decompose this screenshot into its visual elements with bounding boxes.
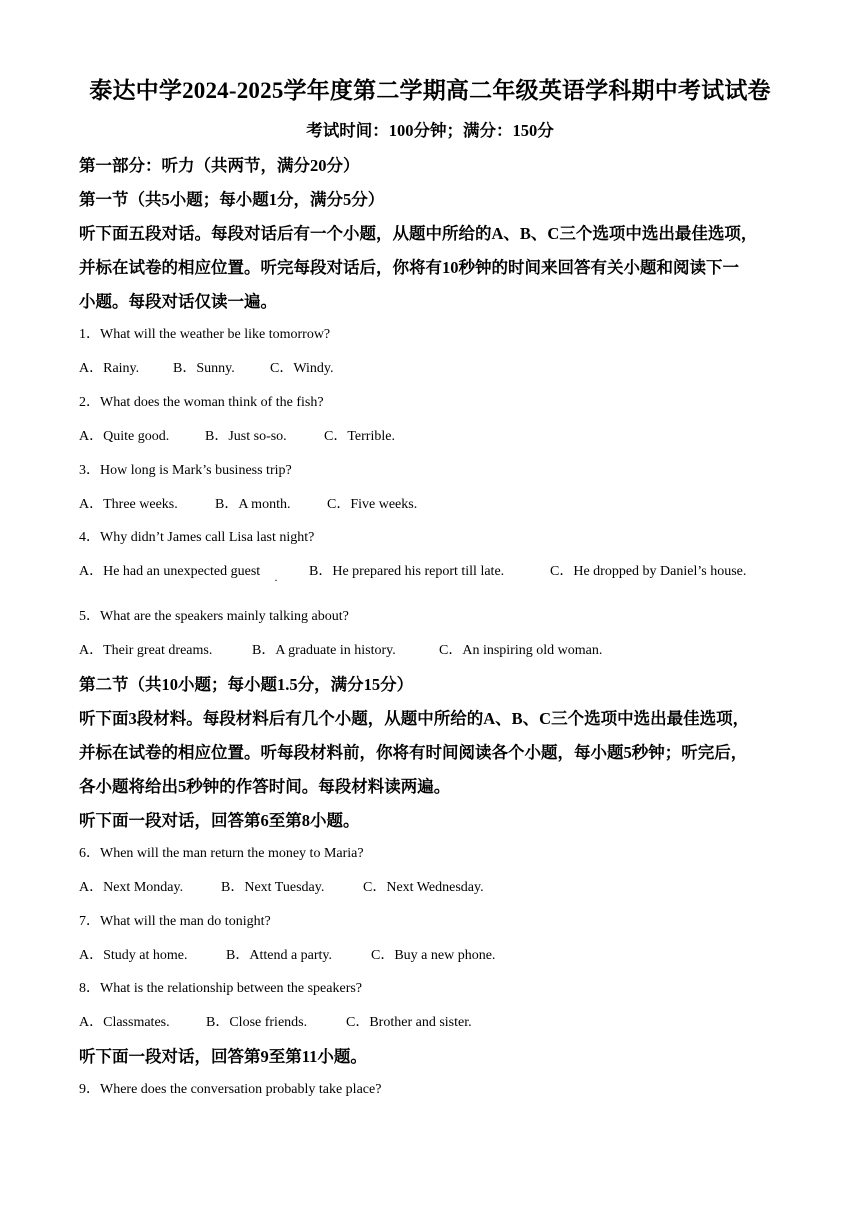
section2-instruction-line: 各小题将给出5秒钟的作答时间。每段材料读两遍。 xyxy=(79,777,451,796)
option-c: C．Brother and sister. xyxy=(346,1015,472,1030)
question-stem: 8．What is the relationship between the speakers? xyxy=(79,981,363,996)
option-a: A．He had an unexpected guest xyxy=(79,564,261,579)
question-stem: 4．Why didn’t James call Lisa last night? xyxy=(79,530,315,545)
question-stem: 7．What will the man do tonight? xyxy=(79,914,271,929)
question-stem: 1．What will the weather be like tomorrow? xyxy=(79,327,331,342)
section2-heading: 第二节（共10小题；每小题1.5分，满分15分） xyxy=(79,675,414,694)
section1-instruction-line: 小题。每段对话仅读一遍。 xyxy=(79,292,277,311)
option-a: A．Next Monday. xyxy=(79,880,184,895)
question-stem: 5．What are the speakers mainly talking about? xyxy=(79,609,349,624)
option-b: B．A graduate in history. xyxy=(252,643,396,658)
option-c: C．Buy a new phone. xyxy=(371,948,496,963)
option-b: B．He prepared his report till late. xyxy=(309,564,505,579)
question-stem: 3．How long is Mark’s business trip? xyxy=(79,463,292,478)
option-b: B．A month. xyxy=(215,497,291,512)
option-b: B．Just so-so. xyxy=(205,429,287,444)
option-a: A．Study at home. xyxy=(79,948,188,963)
section1-heading: 第一节（共5小题；每小题1分，满分5分） xyxy=(79,190,385,209)
section2-instruction-line: 听下面3段材料。每段材料后有几个小题，从题中所给的A、B、C三个选项中选出最佳选项， xyxy=(79,709,750,728)
dialogue-intro: 听下面一段对话，回答第9至第11小题。 xyxy=(79,1047,367,1066)
question-stem: 6．When will the man return the money to Maria? xyxy=(79,846,364,861)
option-b: B．Sunny. xyxy=(173,361,235,376)
part1-heading: 第一部分：听力（共两节，满分20分） xyxy=(79,156,360,175)
dialogue-intro: 听下面一段对话，回答第6至第8小题。 xyxy=(79,811,360,830)
option-b: B．Close friends. xyxy=(206,1015,308,1030)
option-c: C．An inspiring old woman. xyxy=(439,643,603,658)
option-a: A．Rainy. xyxy=(79,361,140,376)
question-stem: 9．Where does the conversation probably take place? xyxy=(79,1082,382,1097)
section1-instruction-line: 并标在试卷的相应位置。听完每段对话后，你将有10秒钟的时间来回答有关小题和阅读下一 xyxy=(79,258,739,277)
option-a: A．Three weeks. xyxy=(79,497,178,512)
option-c: C．Five weeks. xyxy=(327,497,418,512)
question-stem: 2．What does the woman think of the fish? xyxy=(79,395,324,410)
exam-subtitle: 考试时间：100分钟；满分：150分 xyxy=(306,121,554,140)
option-c: C．Terrible. xyxy=(324,429,395,444)
exam-title: 泰达中学2024-2025学年度第二学期高二年级英语学科期中考试试卷 xyxy=(89,78,771,103)
option-c: C．Windy. xyxy=(270,361,334,376)
option-c: C．Next Wednesday. xyxy=(363,880,484,895)
option-b: B．Attend a party. xyxy=(226,948,333,963)
option-a: A．Quite good. xyxy=(79,429,170,444)
option-b: B．Next Tuesday. xyxy=(221,880,325,895)
option-c: C．He dropped by Daniel’s house. xyxy=(550,564,747,579)
option-a: A．Their great dreams. xyxy=(79,643,213,658)
section1-instruction-line: 听下面五段对话。每段对话后有一个小题，从题中所给的A、B、C三个选项中选出最佳选项， xyxy=(79,224,758,243)
option-a: A．Classmates. xyxy=(79,1015,170,1030)
stray-dot-mark: · xyxy=(274,573,278,587)
section2-instruction-line: 并标在试卷的相应位置。听每段材料前，你将有时间阅读各个小题，每小题5秒钟；听完后， xyxy=(79,743,748,762)
